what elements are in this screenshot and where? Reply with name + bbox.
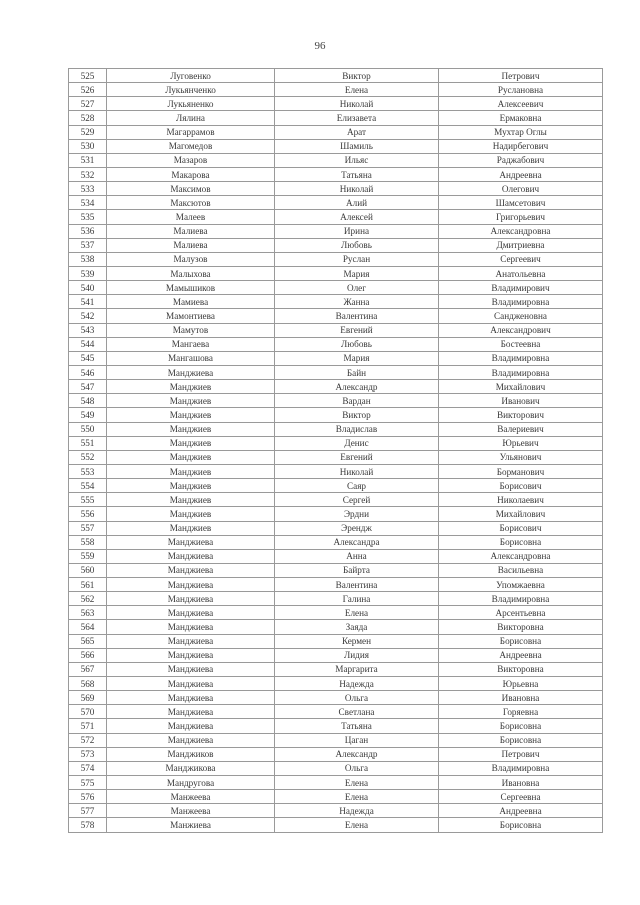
patronymic-cell: Петрович [439,747,603,761]
last-name-cell: Манджиева [107,677,275,691]
patronymic-cell: Ивановна [439,691,603,705]
last-name-cell: Манжиева [107,818,275,832]
first-name-cell: Николай [275,97,439,111]
table-row [69,790,603,804]
last-name-cell: Мандругова [107,776,275,790]
row-number-cell: 576 [69,790,107,804]
table-row [69,224,603,238]
last-name-cell: Манджиева [107,592,275,606]
last-name-cell: Манджиева [107,648,275,662]
row-number-cell: 550 [69,422,107,436]
first-name-cell: Виктор [275,69,439,83]
row-number-cell: 528 [69,111,107,125]
patronymic-cell: Андреевна [439,167,603,181]
patronymic-cell: Владимировна [439,295,603,309]
table-row [69,238,603,252]
first-name-cell: Елизавета [275,111,439,125]
table-row [69,747,603,761]
table-row [69,620,603,634]
last-name-cell: Луговенко [107,69,275,83]
row-number-cell: 559 [69,549,107,563]
row-number-cell: 548 [69,394,107,408]
row-number-cell: 567 [69,662,107,676]
row-number-cell: 556 [69,507,107,521]
row-number-cell: 527 [69,97,107,111]
row-number-cell: 563 [69,606,107,620]
last-name-cell: Мангаева [107,337,275,351]
patronymic-cell: Васильевна [439,563,603,577]
table-row [69,493,603,507]
patronymic-cell: Сергеевна [439,790,603,804]
patronymic-cell: Владимировна [439,761,603,775]
first-name-cell: Виктор [275,408,439,422]
row-number-cell: 546 [69,365,107,379]
last-name-cell: Макарова [107,167,275,181]
last-name-cell: Мамиева [107,295,275,309]
patronymic-cell: Алексеевич [439,97,603,111]
table-row [69,691,603,705]
row-number-cell: 575 [69,776,107,790]
patronymic-cell: Упомжаевна [439,578,603,592]
first-name-cell: Валентина [275,578,439,592]
first-name-cell: Жанна [275,295,439,309]
row-number-cell: 540 [69,281,107,295]
first-name-cell: Татьяна [275,719,439,733]
last-name-cell: Манджиева [107,549,275,563]
first-name-cell: Александр [275,380,439,394]
row-number-cell: 543 [69,323,107,337]
patronymic-cell: Викторовна [439,662,603,676]
row-number-cell: 564 [69,620,107,634]
row-number-cell: 569 [69,691,107,705]
last-name-cell: Манджиев [107,464,275,478]
first-name-cell: Ирина [275,224,439,238]
first-name-cell: Олег [275,281,439,295]
last-name-cell: Магаррамов [107,125,275,139]
table-row [69,677,603,691]
roster-table [68,68,603,833]
table-row [69,125,603,139]
last-name-cell: Манджиева [107,705,275,719]
table-row [69,563,603,577]
table-row [69,549,603,563]
table-row [69,111,603,125]
patronymic-cell: Борисовна [439,818,603,832]
row-number-cell: 547 [69,380,107,394]
patronymic-cell: Борманович [439,464,603,478]
first-name-cell: Николай [275,464,439,478]
first-name-cell: Александр [275,747,439,761]
table-row [69,323,603,337]
first-name-cell: Вардан [275,394,439,408]
first-name-cell: Эрдни [275,507,439,521]
row-number-cell: 571 [69,719,107,733]
first-name-cell: Владислав [275,422,439,436]
row-number-cell: 545 [69,351,107,365]
last-name-cell: Лукьяненко [107,97,275,111]
first-name-cell: Кермен [275,634,439,648]
patronymic-cell: Анатольевна [439,266,603,280]
row-number-cell: 531 [69,153,107,167]
last-name-cell: Манджиева [107,578,275,592]
patronymic-cell: Викторовна [439,620,603,634]
last-name-cell: Манджиев [107,493,275,507]
last-name-cell: Манжеева [107,804,275,818]
patronymic-cell: Дмитриевна [439,238,603,252]
table-row [69,606,603,620]
first-name-cell: Любовь [275,238,439,252]
patronymic-cell: Владимировна [439,351,603,365]
last-name-cell: Манджиев [107,521,275,535]
patronymic-cell: Михайлович [439,507,603,521]
last-name-cell: Мазаров [107,153,275,167]
first-name-cell: Александра [275,535,439,549]
last-name-cell: Манджиев [107,394,275,408]
last-name-cell: Манджиева [107,365,275,379]
patronymic-cell: Горяевна [439,705,603,719]
row-number-cell: 541 [69,295,107,309]
table-row [69,153,603,167]
last-name-cell: Максютов [107,196,275,210]
table-row [69,578,603,592]
table-row [69,408,603,422]
patronymic-cell: Бостеевна [439,337,603,351]
patronymic-cell: Андреевна [439,804,603,818]
row-number-cell: 560 [69,563,107,577]
table-row [69,281,603,295]
row-number-cell: 544 [69,337,107,351]
first-name-cell: Елена [275,83,439,97]
last-name-cell: Мангашова [107,351,275,365]
table-row [69,634,603,648]
table-row [69,252,603,266]
last-name-cell: Малиева [107,224,275,238]
first-name-cell: Арат [275,125,439,139]
last-name-cell: Манджиева [107,719,275,733]
last-name-cell: Лялина [107,111,275,125]
patronymic-cell: Надирбегович [439,139,603,153]
row-number-cell: 577 [69,804,107,818]
row-number-cell: 530 [69,139,107,153]
last-name-cell: Манджиев [107,422,275,436]
table-row [69,818,603,832]
patronymic-cell: Александрович [439,323,603,337]
roster-body [69,69,603,833]
patronymic-cell: Шамсетович [439,196,603,210]
first-name-cell: Елена [275,606,439,620]
row-number-cell: 562 [69,592,107,606]
patronymic-cell: Борисовна [439,634,603,648]
last-name-cell: Манджиева [107,662,275,676]
patronymic-cell: Юрьевич [439,436,603,450]
last-name-cell: Манджиев [107,450,275,464]
table-row [69,464,603,478]
table-row [69,337,603,351]
last-name-cell: Манджикова [107,761,275,775]
table-row [69,804,603,818]
patronymic-cell: Руслановна [439,83,603,97]
row-number-cell: 578 [69,818,107,832]
last-name-cell: Мамонтиева [107,309,275,323]
patronymic-cell: Борисович [439,479,603,493]
last-name-cell: Манджиев [107,408,275,422]
table-row [69,380,603,394]
first-name-cell: Елена [275,818,439,832]
table-row [69,535,603,549]
table-row [69,69,603,83]
table-row [69,521,603,535]
table-row [69,196,603,210]
table-row [69,507,603,521]
row-number-cell: 554 [69,479,107,493]
table-row [69,365,603,379]
row-number-cell: 549 [69,408,107,422]
first-name-cell: Валентина [275,309,439,323]
first-name-cell: Любовь [275,337,439,351]
table-row [69,295,603,309]
table-row [69,719,603,733]
row-number-cell: 535 [69,210,107,224]
first-name-cell: Евгений [275,450,439,464]
first-name-cell: Заяда [275,620,439,634]
table-row [69,97,603,111]
first-name-cell: Надежда [275,804,439,818]
table-row [69,761,603,775]
patronymic-cell: Олегович [439,182,603,196]
table-row [69,422,603,436]
row-number-cell: 537 [69,238,107,252]
table-row [69,182,603,196]
last-name-cell: Манджиева [107,620,275,634]
patronymic-cell: Сергеевич [439,252,603,266]
patronymic-cell: Николаевич [439,493,603,507]
last-name-cell: Манджиева [107,606,275,620]
last-name-cell: Манджиева [107,634,275,648]
row-number-cell: 539 [69,266,107,280]
patronymic-cell: Михайлович [439,380,603,394]
patronymic-cell: Владимирович [439,281,603,295]
first-name-cell: Анна [275,549,439,563]
row-number-cell: 565 [69,634,107,648]
first-name-cell: Руслан [275,252,439,266]
row-number-cell: 573 [69,747,107,761]
first-name-cell: Светлана [275,705,439,719]
last-name-cell: Малыхова [107,266,275,280]
last-name-cell: Манджиев [107,380,275,394]
patronymic-cell: Ульянович [439,450,603,464]
row-number-cell: 532 [69,167,107,181]
patronymic-cell: Андреевна [439,648,603,662]
row-number-cell: 551 [69,436,107,450]
first-name-cell: Татьяна [275,167,439,181]
patronymic-cell: Мухтар Оглы [439,125,603,139]
row-number-cell: 561 [69,578,107,592]
first-name-cell: Ольга [275,691,439,705]
last-name-cell: Манджиева [107,691,275,705]
patronymic-cell: Петрович [439,69,603,83]
row-number-cell: 558 [69,535,107,549]
first-name-cell: Саяр [275,479,439,493]
table-row [69,210,603,224]
first-name-cell: Галина [275,592,439,606]
page-number: 96 [314,40,326,52]
last-name-cell: Малиева [107,238,275,252]
row-number-cell: 553 [69,464,107,478]
table-row [69,83,603,97]
row-number-cell: 570 [69,705,107,719]
row-number-cell: 566 [69,648,107,662]
patronymic-cell: Викторович [439,408,603,422]
first-name-cell: Елена [275,790,439,804]
patronymic-cell: Иванович [439,394,603,408]
last-name-cell: Магомедов [107,139,275,153]
patronymic-cell: Борисович [439,521,603,535]
row-number-cell: 555 [69,493,107,507]
first-name-cell: Ильяс [275,153,439,167]
row-number-cell: 534 [69,196,107,210]
table-row [69,266,603,280]
last-name-cell: Манджиев [107,479,275,493]
patronymic-cell: Григорьевич [439,210,603,224]
last-name-cell: Манжеева [107,790,275,804]
first-name-cell: Николай [275,182,439,196]
first-name-cell: Цаган [275,733,439,747]
first-name-cell: Байн [275,365,439,379]
patronymic-cell: Арсентьевна [439,606,603,620]
last-name-cell: Манджиева [107,535,275,549]
patronymic-cell: Борисовна [439,733,603,747]
last-name-cell: Лукьянченко [107,83,275,97]
last-name-cell: Манджиева [107,733,275,747]
first-name-cell: Евгений [275,323,439,337]
patronymic-cell: Раджабович [439,153,603,167]
first-name-cell: Лидия [275,648,439,662]
table-row [69,479,603,493]
first-name-cell: Байрта [275,563,439,577]
last-name-cell: Манджиев [107,436,275,450]
patronymic-cell: Ивановна [439,776,603,790]
first-name-cell: Эрендж [275,521,439,535]
last-name-cell: Малеев [107,210,275,224]
table-row [69,705,603,719]
first-name-cell: Надежда [275,677,439,691]
patronymic-cell: Ермаковна [439,111,603,125]
last-name-cell: Манджиева [107,563,275,577]
patronymic-cell: Юрьевна [439,677,603,691]
patronymic-cell: Владимировна [439,365,603,379]
last-name-cell: Максимов [107,182,275,196]
first-name-cell: Сергей [275,493,439,507]
table-row [69,436,603,450]
row-number-cell: 572 [69,733,107,747]
row-number-cell: 536 [69,224,107,238]
patronymic-cell: Борисовна [439,535,603,549]
row-number-cell: 542 [69,309,107,323]
row-number-cell: 538 [69,252,107,266]
row-number-cell: 525 [69,69,107,83]
patronymic-cell: Александровна [439,224,603,238]
row-number-cell: 557 [69,521,107,535]
row-number-cell: 568 [69,677,107,691]
first-name-cell: Маргарита [275,662,439,676]
table-row [69,592,603,606]
first-name-cell: Шамиль [275,139,439,153]
table-row [69,662,603,676]
table-row [69,394,603,408]
last-name-cell: Мамышиков [107,281,275,295]
table-row [69,351,603,365]
first-name-cell: Елена [275,776,439,790]
first-name-cell: Ольга [275,761,439,775]
patronymic-cell: Валериевич [439,422,603,436]
table-row [69,450,603,464]
row-number-cell: 533 [69,182,107,196]
table-row [69,648,603,662]
table-row [69,733,603,747]
row-number-cell: 552 [69,450,107,464]
table-row [69,309,603,323]
first-name-cell: Алий [275,196,439,210]
row-number-cell: 529 [69,125,107,139]
first-name-cell: Денис [275,436,439,450]
row-number-cell: 574 [69,761,107,775]
table-row [69,776,603,790]
first-name-cell: Мария [275,266,439,280]
patronymic-cell: Александровна [439,549,603,563]
first-name-cell: Мария [275,351,439,365]
patronymic-cell: Владимировна [439,592,603,606]
patronymic-cell: Сандженовна [439,309,603,323]
row-number-cell: 526 [69,83,107,97]
table-row [69,167,603,181]
patronymic-cell: Борисовна [439,719,603,733]
last-name-cell: Мамутов [107,323,275,337]
last-name-cell: Манджиков [107,747,275,761]
table-row [69,139,603,153]
last-name-cell: Малузов [107,252,275,266]
last-name-cell: Манджиев [107,507,275,521]
first-name-cell: Алексей [275,210,439,224]
